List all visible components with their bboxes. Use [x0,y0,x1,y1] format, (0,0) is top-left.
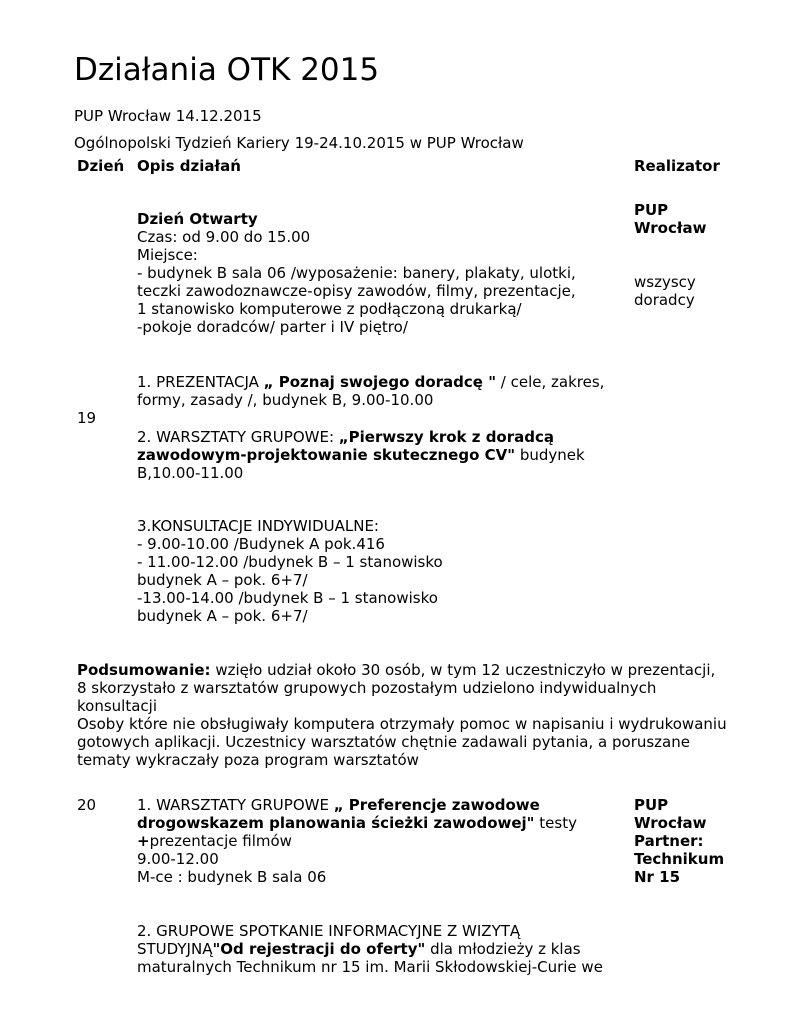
open-day-line: Czas: od 9.00 do 15.00 [137,228,311,246]
item-bold-text: drogowskazem planowania ścieżki zawodowej" [137,814,535,832]
header-executor: Realizator [634,157,720,175]
day-19-executor [634,201,706,237]
item-text: 1. PREZENTACJA [137,373,264,391]
item-bold-text: „ Poznaj swojego doradcę " [263,373,497,391]
consultation-line: budynek A – pok. 6+7/ [137,607,308,625]
executor-line: Wrocław [634,814,707,832]
open-day-line: - budynek B sala 06 /wyposażenie: banery, plakaty, ulotki, [137,264,576,282]
summary-text: wzięło udział około 30 osób, w tym 12 uczestniczyło w prezentacji, [210,661,716,679]
open-day-line: teczki zawodoznawcze-opisy zawodów, filmy, prezentacje, [137,282,576,300]
item-text: 9.00-12.00 [137,850,219,868]
item-bold-text: "Od rejestracji do oferty" [212,940,426,958]
item-text: budynek [515,446,585,464]
open-day-line: 1 stanowisko komputerowe z podłączoną drukarką/ [137,300,522,318]
item-text: maturalnych Technikum nr 15 im. Marii Skłodowskiej-Curie we [137,958,603,976]
item-text: prezentacje filmów [149,832,292,850]
executor-note-line: doradcy [634,291,695,309]
item-consultations [137,517,443,625]
item-text: dla młodzieży z klas [425,940,581,958]
consultation-line: - 11.00-12.00 /budynek B – 1 stanowisko [137,553,443,571]
day-19-executor-note [634,273,696,309]
item-text: M-ce : budynek B sala 06 [137,868,327,886]
executor-line: PUP [634,201,669,219]
item-workshop [137,428,585,482]
item-bold-text: „ Preferencje zawodowe [333,796,540,814]
consultation-line: - 9.00-10.00 /Budynek A pok.416 [137,535,385,553]
executor-line: Technikum [634,850,725,868]
summary-text: konsultacji [77,697,157,715]
summary-text: Osoby które nie obsługiwały komputera otrzymały pomoc w napisaniu i wydrukowaniu [77,715,727,733]
item-text: 2. GRUPOWE SPOTKANIE INFORMACYJNE Z WIZYTĄ [137,922,521,940]
summary-paragraph [77,661,727,769]
summary-label: Podsumowanie: [77,661,211,679]
day-19-number: 19 [77,409,97,427]
summary-text: tematy wykraczały poza program warsztatów [77,751,419,769]
item-text: formy, zasady /, budynek B, 9.00-10.00 [137,391,434,409]
header-description: Opis działań [137,157,241,175]
item-info-meeting [137,922,603,976]
consultation-line: 3.KONSULTACJE INDYWIDUALNE: [137,517,379,535]
executor-note-line: wszyscy [634,273,696,291]
item-text: STUDYJNĄ [137,940,213,958]
item-presentation [137,373,604,409]
open-day-block [137,210,576,336]
item-bold-text: „Pierwszy krok z doradcą [338,428,555,446]
open-day-line: -pokoje doradców/ parter i IV piętro/ [137,318,408,336]
summary-text: gotowych aplikacji. Uczestnicy warsztatów chętnie zadawali pytania, a poruszane [77,733,690,751]
subtitle: Ogólnopolski Tydzień Kariery 19-24.10.2015 w PUP Wrocław [74,134,524,152]
executor-line: Wrocław [634,219,707,237]
executor-line: PUP [634,796,669,814]
item-text: 1. WARSZTATY GRUPOWE [137,796,334,814]
item-preferences-workshop [137,796,577,886]
item-text: testy [534,814,577,832]
executor-line: Nr 15 [634,868,681,886]
item-text: / cele, zakres, [496,373,605,391]
header-day: Dzień [77,157,125,175]
item-bold-text: zawodowym-projektowanie skutecznego CV" [137,446,516,464]
item-text: 2. WARSZTATY GRUPOWE: [137,428,339,446]
consultation-line: budynek A – pok. 6+7/ [137,571,308,589]
meta-line: PUP Wrocław 14.12.2015 [74,107,262,125]
item-text: B,10.00-11.00 [137,464,244,482]
open-day-heading: Dzień Otwarty [137,210,258,228]
page-title: Działania OTK 2015 [74,52,380,88]
item-bold-text: + [137,832,150,850]
day-20-executor [634,796,724,886]
executor-line: Partner: [634,832,704,850]
consultation-line: -13.00-14.00 /budynek B – 1 stanowisko [137,589,438,607]
summary-text: 8 skorzystało z warsztatów grupowych pozostałym udzielono indywidualnych [77,679,657,697]
day-20-number: 20 [77,796,97,814]
open-day-line: Miejsce: [137,246,198,264]
